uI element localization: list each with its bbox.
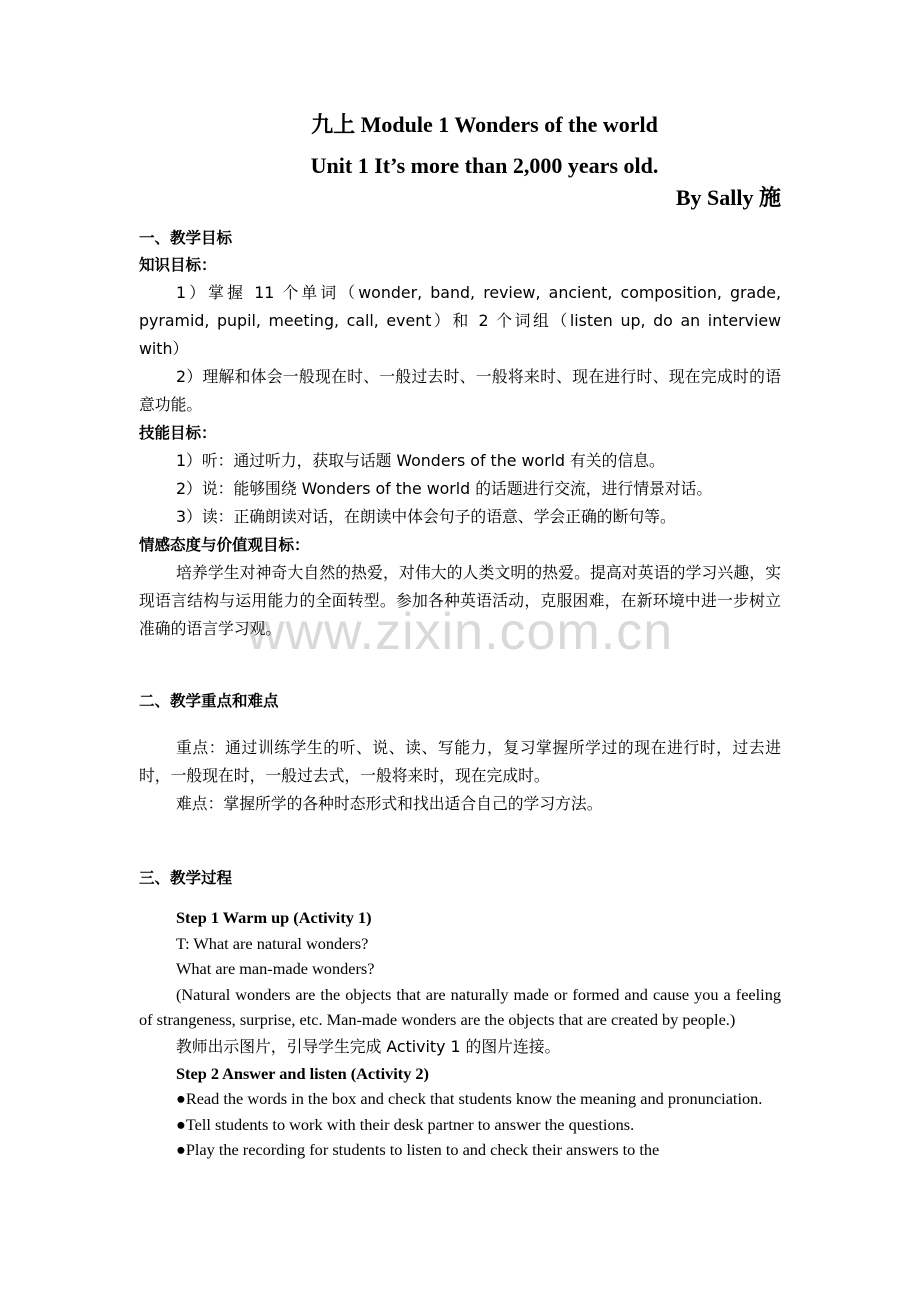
step2-bullet-3: ●Play the recording for students to listen to and check their answers to the (176, 1140, 660, 1159)
knowledge-item-2: 2）理解和体会一般现在时、一般过去时、一般将来时、现在进行时、现在完成时的语意功能。 (139, 367, 781, 414)
doc-title: 九上 Module 1 Wonders of the world (311, 112, 658, 137)
skill-item-1: 1）听：通过听力，获取与话题 Wonders of the world 有关的信息。 (176, 451, 665, 470)
step2-bullet-1: ●Read the words in the box and check that students know the meaning and pronunciation. (176, 1089, 763, 1108)
watermark: www.zixin.com.cn (246, 603, 674, 661)
key-point-text: 重点：通过训练学生的听、说、读、写能力，复习掌握所学过的现在进行时，过去进时，一般现在时，一般过去式，一般将来时，现在完成时。 (139, 738, 781, 785)
step2-bullet-2: ●Tell students to work with their desk partner to answer the questions. (176, 1114, 635, 1134)
attitude-heading: 情感态度与价值观目标： (139, 536, 310, 554)
document-page (139, 108, 781, 1163)
knowledge-heading: 知识目标： (139, 256, 217, 274)
step1-question-2: What are man-made wonders? (176, 959, 375, 978)
step1-question-1: T: What are natural wonders? (176, 933, 369, 953)
step1-instruction: 教师出示图片，引导学生完成 Activity 1 的图片连接。 (176, 1036, 561, 1056)
knowledge-item-1: 1）掌握 11 个单词（wonder, band, review, ancient, composition, grade, pyramid, pupil, meeting, call, event）和 2 个词组（listen up, do an interview with） (139, 283, 781, 358)
step1-explanation: (Natural wonders are the objects that are naturally made or formed and cause you a feeling of strangeness, surprise, etc. Man-made wonders are the objects that are created by people.) (139, 984, 781, 1029)
skill-heading: 技能目标： (139, 424, 217, 442)
doc-subtitle: Unit 1 It’s more than 2,000 years old. (310, 153, 659, 178)
section2-heading: 二、教学重点和难点 (139, 692, 279, 710)
difficulty-text: 难点：掌握所学的各种时态形式和找出适合自己的学习方法。 (176, 794, 603, 813)
section1-heading: 一、教学目标 (139, 229, 233, 247)
doc-author: By Sally 施 (675, 185, 781, 210)
skill-item-2: 2）说：能够围绕 Wonders of the world 的话题进行交流，进行情景对话。 (176, 479, 713, 498)
step2-title: Step 2 Answer and listen (Activity 2) (176, 1063, 429, 1083)
attitude-text: 培养学生对神奇大自然的热爱，对伟大的人类文明的热爱。提高对英语的学习兴趣，实现语言结构与运用能力的全面转型。参加各种英语活动，克服困难，在新环境中进一步树立准确的语言学习观。 (139, 563, 781, 638)
step1-title: Step 1 Warm up (Activity 1) (176, 908, 372, 927)
section3-heading: 三、教学过程 (139, 869, 233, 887)
skill-item-3: 3）读：正确朗读对话，在朗读中体会句子的语意、学会正确的断句等。 (176, 507, 676, 526)
